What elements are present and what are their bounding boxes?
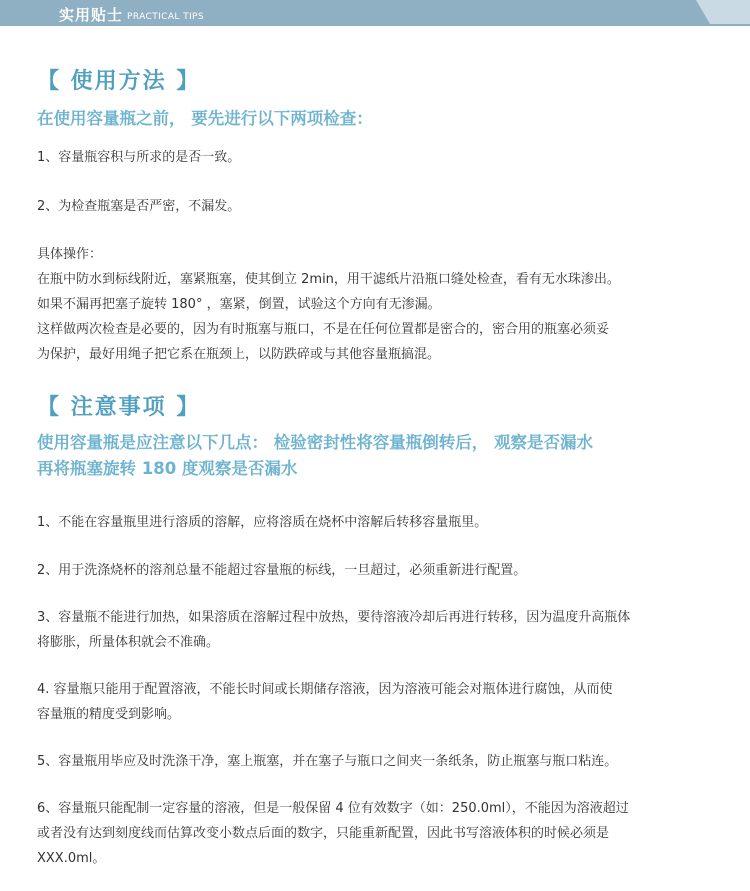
note-line: 3、容量瓶不能进行加热，如果溶质在溶解过程中放热，要待溶液冷却后再进行转移，因为温度升高瓶体 — [37, 610, 631, 625]
detail-line: 这样做两次检查是必要的，因为有时瓶塞与瓶口，不是在任何位置都是密合的，密合用的瓶塞必须妥 — [37, 322, 610, 337]
detail-line: 如果不漏再把塞子旋转 180° ，塞紧，倒置，试验这个方向有无渗漏。 — [37, 297, 441, 312]
notes-section-heading: 【 注意事项 】 — [37, 395, 201, 420]
detail-line: 具体操作： — [37, 247, 103, 262]
note-line: 或者没有达到刻度线而估算改变小数点后面的数字，只能重新配置，因此书写溶液体积的时候必须是 — [37, 826, 610, 841]
notes-lead-line: 使用容量瓶是应注意以下几点： 检验密封性将容量瓶倒转后， 观察是否漏水 — [37, 433, 593, 452]
notes-item-6 — [37, 796, 717, 871]
notes-item-5 — [37, 749, 717, 774]
notes-lead-line: 再将瓶塞旋转 180 度观察是否漏水 — [37, 459, 298, 478]
notes-item-4 — [37, 677, 717, 727]
banner-title-text: 实用贴士 — [59, 6, 124, 24]
note-line: 6、容量瓶只能配制一定容量的溶液，但是一般保留 4 位有效数字（如：250.0ml），不能因为溶液超过 — [37, 801, 629, 816]
notes-item-3 — [37, 605, 717, 655]
note-line: 4. 容量瓶只能用于配置溶液，不能长时间或长期储存溶液，因为溶液可能会对瓶体进行腐蚀，从而使 — [37, 682, 613, 697]
note-line: 1、不能在容量瓶里进行溶质的溶解，应将溶质在烧杯中溶解后转移容量瓶里。 — [37, 515, 488, 530]
note-line: 将膨胀，所量体积就会不准确。 — [37, 635, 220, 650]
usage-detail-block — [37, 242, 717, 367]
notes-item-1 — [37, 510, 717, 535]
banner-corner-tab — [696, 0, 750, 24]
note-line: 容量瓶的精度受到影响。 — [37, 707, 181, 722]
usage-lead: 在使用容量瓶之前， 要先进行以下两项检查： — [37, 109, 373, 128]
detail-line: 为保护，最好用绳子把它系在瓶颈上，以防跌碎或与其他容量瓶搞混。 — [37, 347, 441, 362]
note-line: XXX.0ml。 — [37, 851, 106, 866]
note-line: 5、容量瓶用毕应及时洗涤干净，塞上瓶塞，并在塞子与瓶口之间夹一条纸条，防止瓶塞与瓶口粘连。 — [37, 754, 618, 769]
usage-item-2: 2、为检查瓶塞是否严密，不漏发。 — [37, 199, 241, 214]
usage-item-1: 1、容量瓶容积与所求的是否一致。 — [37, 150, 241, 165]
tips-banner — [0, 0, 750, 26]
banner-subtitle: PRACTICAL TIPS — [127, 12, 204, 22]
usage-section-heading: 【 使用方法 】 — [37, 69, 201, 94]
notes-lead — [37, 430, 593, 482]
detail-line: 在瓶中防水到标线附近，塞紧瓶塞，使其倒立 2min，用干滤纸片沿瓶口缝处检查，看有无水珠渗出。 — [37, 272, 620, 287]
note-line: 2、用于洗涤烧杯的溶剂总量不能超过容量瓶的标线，一旦超过，必须重新进行配置。 — [37, 563, 527, 578]
banner-title — [59, 4, 204, 25]
notes-item-2 — [37, 558, 717, 583]
